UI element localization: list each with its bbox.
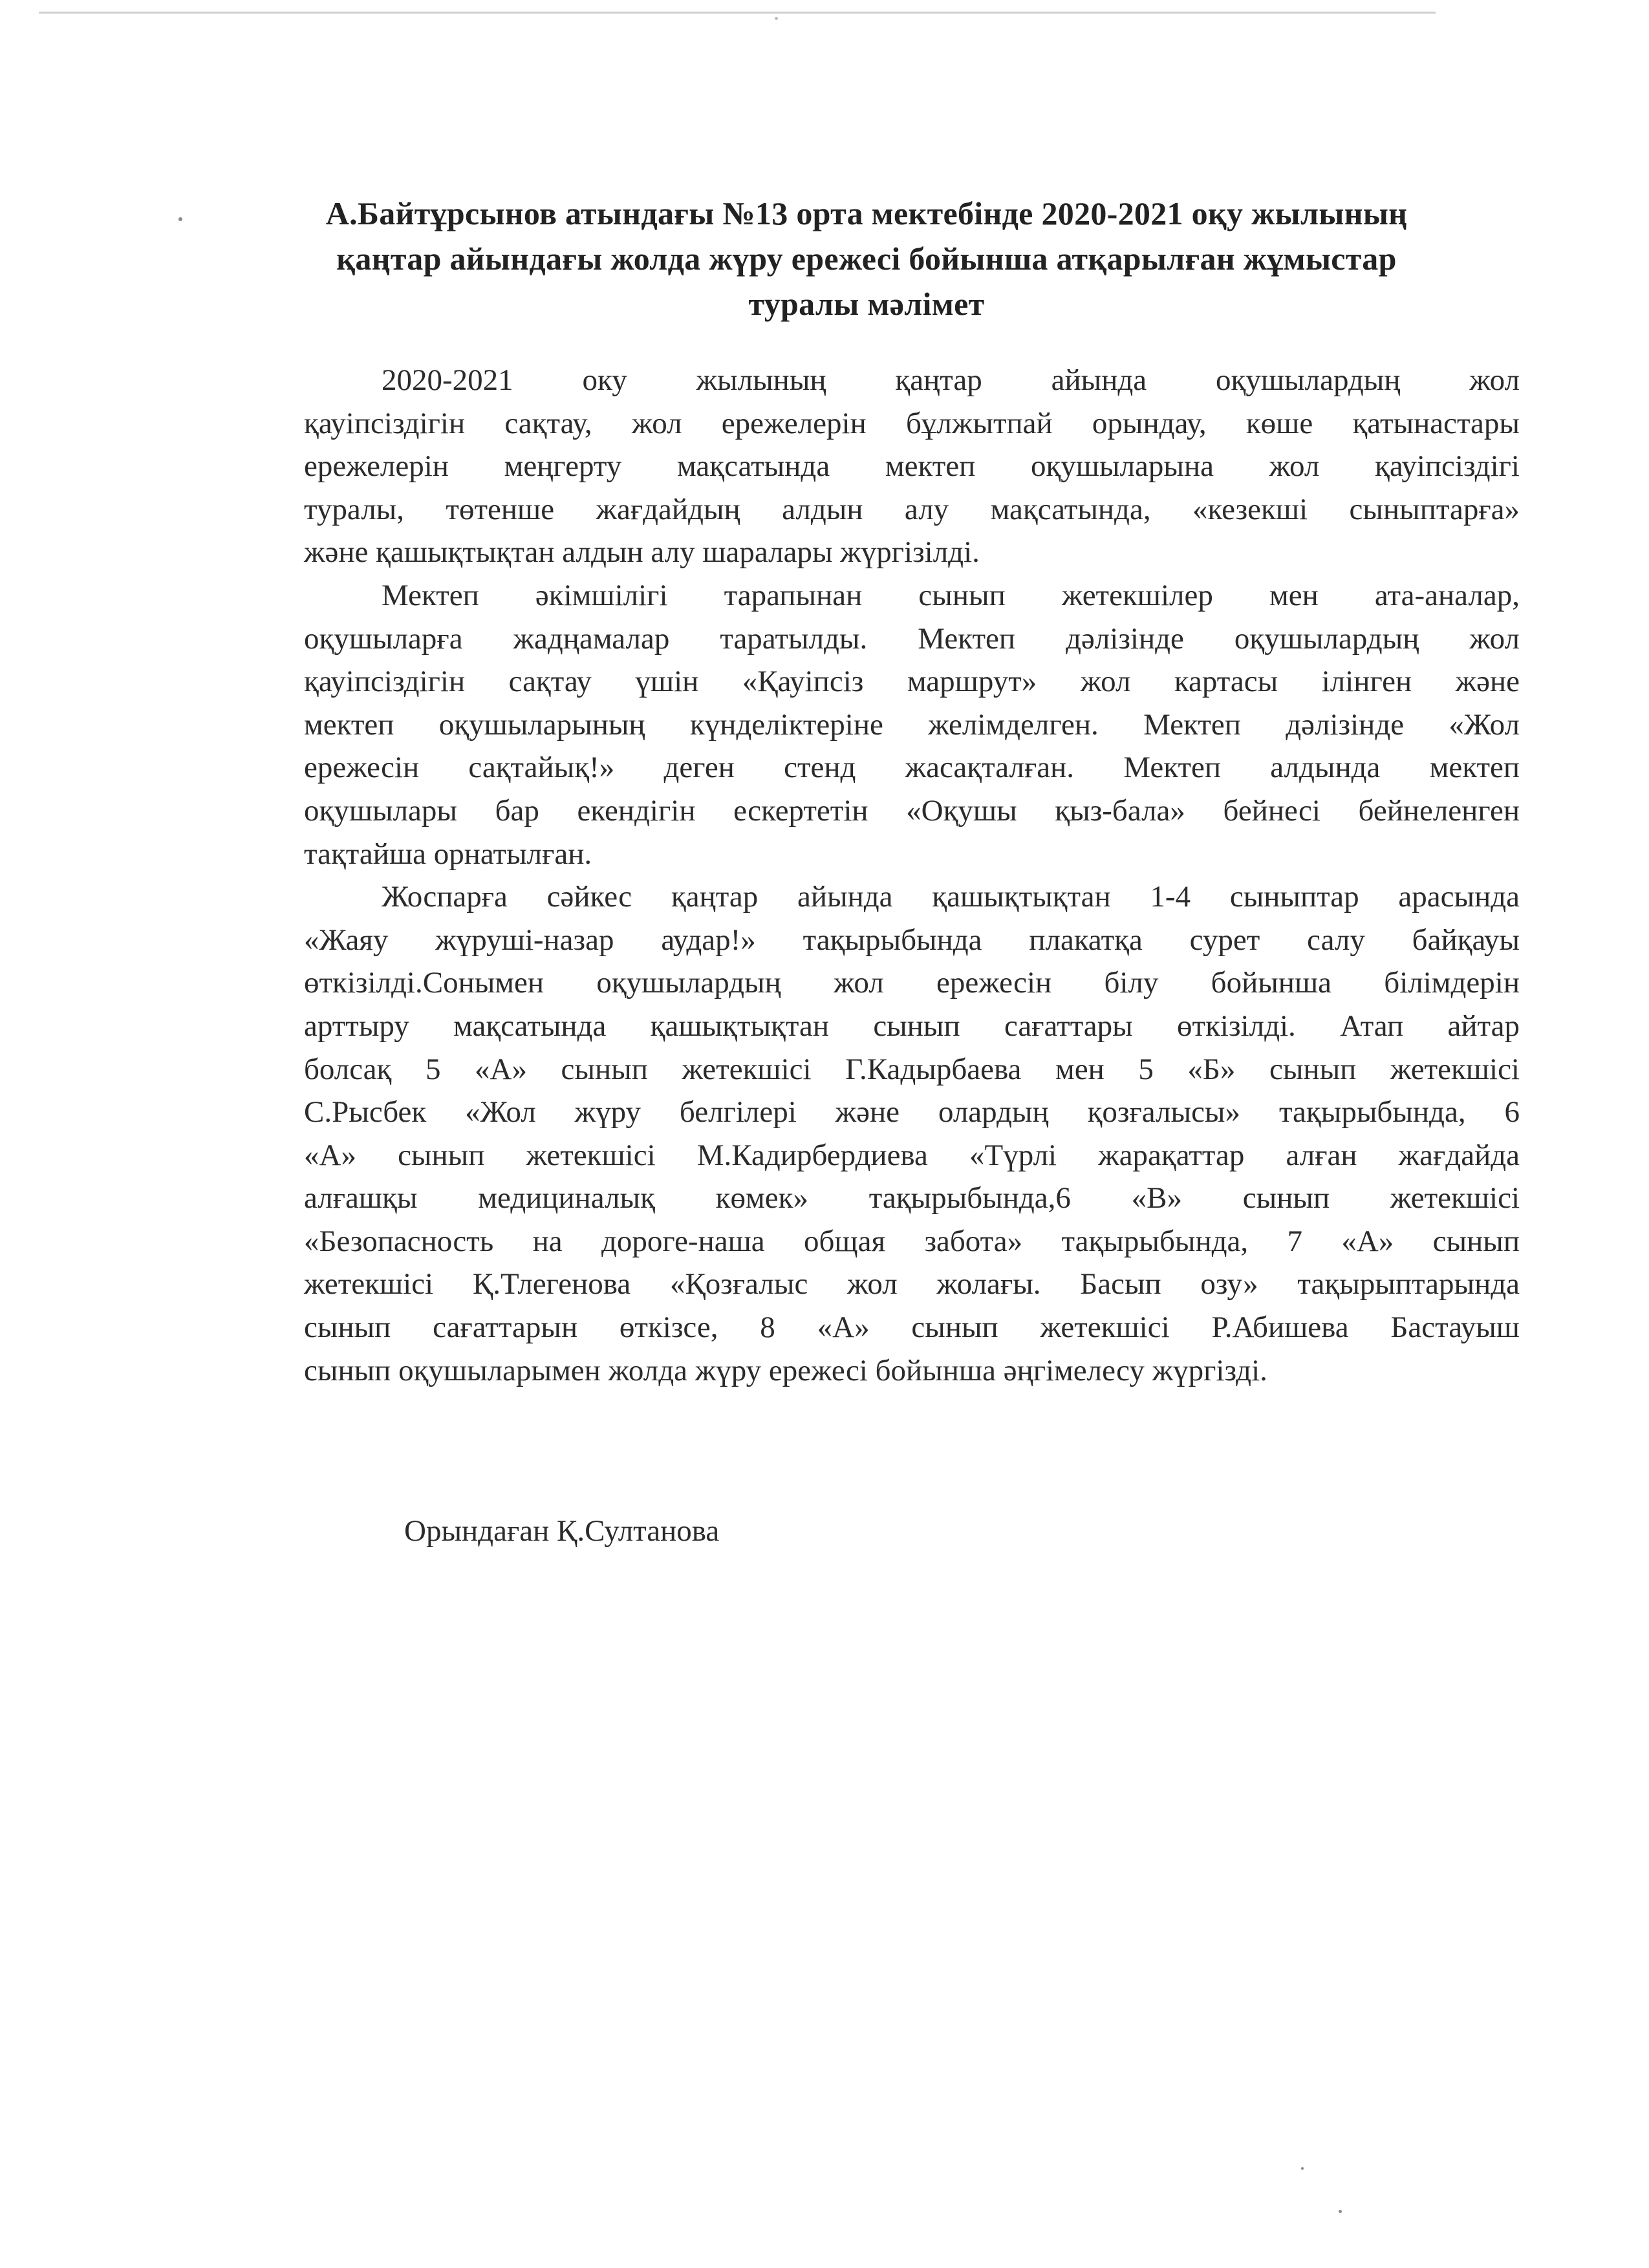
scan-speck (775, 17, 778, 20)
text-line: Мектеп әкімшілігі тарапынан сынып жетекшілер мен ата-аналар, (382, 578, 1520, 612)
text-line: оқушыларға жадңамалар таратылды. Мектеп дәлізінде оқушылардың жол (304, 621, 1520, 656)
text-line: болсақ 5 «А» сынып жетекшісі Г.Кадырбаева мен 5 «Б» сынып жетекшісі (304, 1052, 1520, 1086)
text-line: қауіпсіздігін сақтау үшін «Қауіпсіз маршрут» жол картасы ілінген және (304, 665, 1520, 699)
text-line: сынып оқушыларымен жолда жүру ережесі бойынша әңгімелесу жүргізді. (304, 1353, 1267, 1387)
document-title (259, 191, 1474, 326)
text-line: тақтайша орнатылған. (304, 837, 592, 871)
text-line: алғашқы медициналық көмек» тақырыбында,6 «В» сынып жетекшісі (304, 1181, 1520, 1215)
scan-speck (1339, 2210, 1342, 2213)
text-line: туралы, төтенше жағдайдың алдын алу мақсатында, «кезекші сыныптарға» (304, 492, 1520, 526)
title-line: қаңтар айындағы жолда жүру ережесі бойынша атқарылған жұмыстар (336, 241, 1397, 277)
text-line: мектеп оқушыларының күнделіктеріне желімделген. Мектеп дәлізінде «Жол (304, 707, 1520, 742)
document-body (304, 359, 1520, 1392)
text-line: және қашықтықтан алдын алу шаралары жүргізілді. (304, 535, 980, 570)
scan-edge (39, 12, 1436, 14)
text-line: «Жаяу жүруші-назар аудар!» тақырыбында плакатқа сурет салу байқауы (304, 923, 1520, 957)
signature-line: Орындаған Қ.Султанова (404, 1514, 720, 1548)
text-line: өткізілді.Сонымен оқушылардың жол ережесін білу бойынша білімдерін (304, 966, 1520, 1000)
text-line: ережелерін меңгерту мақсатында мектеп оқушыларына жол қауіпсіздігі (304, 449, 1520, 484)
text-line: сынып сағаттарын өткізсе, 8 «А» сынып жетекшісі Р.Абишева Бастауыш (304, 1311, 1520, 1345)
scan-speck (178, 217, 182, 221)
text-line: С.Рысбек «Жол жүру белгілері және олардың қозғалысы» тақырыбында, 6 (304, 1095, 1520, 1129)
text-line: Жоспарға сәйкес қаңтар айында қашықтықтан 1-4 сыныптар арасында (382, 880, 1520, 914)
paragraph (304, 875, 1520, 1392)
title-line: А.Байтұрсынов атындағы №13 орта мектебінде 2020-2021 оқу жылының (325, 195, 1408, 231)
text-line: арттыру мақсатында қашықтықтан сынып сағаттары өткізілді. Атап айтар (304, 1009, 1520, 1043)
text-line: ережесін сақтайық!» деген стенд жасақталған. Мектеп алдында мектеп (304, 751, 1520, 785)
text-line: оқушылары бар екендігін ескертетін «Оқушы қыз-бала» бейнесі бейнеленген (304, 793, 1520, 828)
text-line: қауіпсіздігін сақтау, жол ережелерін бұлжытпай орындау, көше қатынастары (304, 406, 1520, 440)
text-line: «А» сынып жетекшісі М.Кадирбердиева «Түрлі жарақаттар алған жағдайда (304, 1138, 1520, 1172)
paragraph (304, 574, 1520, 875)
title-line: туралы мәлімет (748, 286, 985, 322)
text-line: «Безопасность на дороге-наша общая забота» тақырыбында, 7 «А» сынып (304, 1224, 1520, 1258)
text-line: 2020-2021 оку жылының қаңтар айында оқушылардың жол (382, 363, 1520, 397)
text-line: жетекшісі Қ.Тлегенова «Қозғалыс жол жолағы. Басып озу» тақырыптарында (304, 1267, 1520, 1301)
scan-speck (1301, 2167, 1304, 2170)
paragraph (304, 359, 1520, 574)
